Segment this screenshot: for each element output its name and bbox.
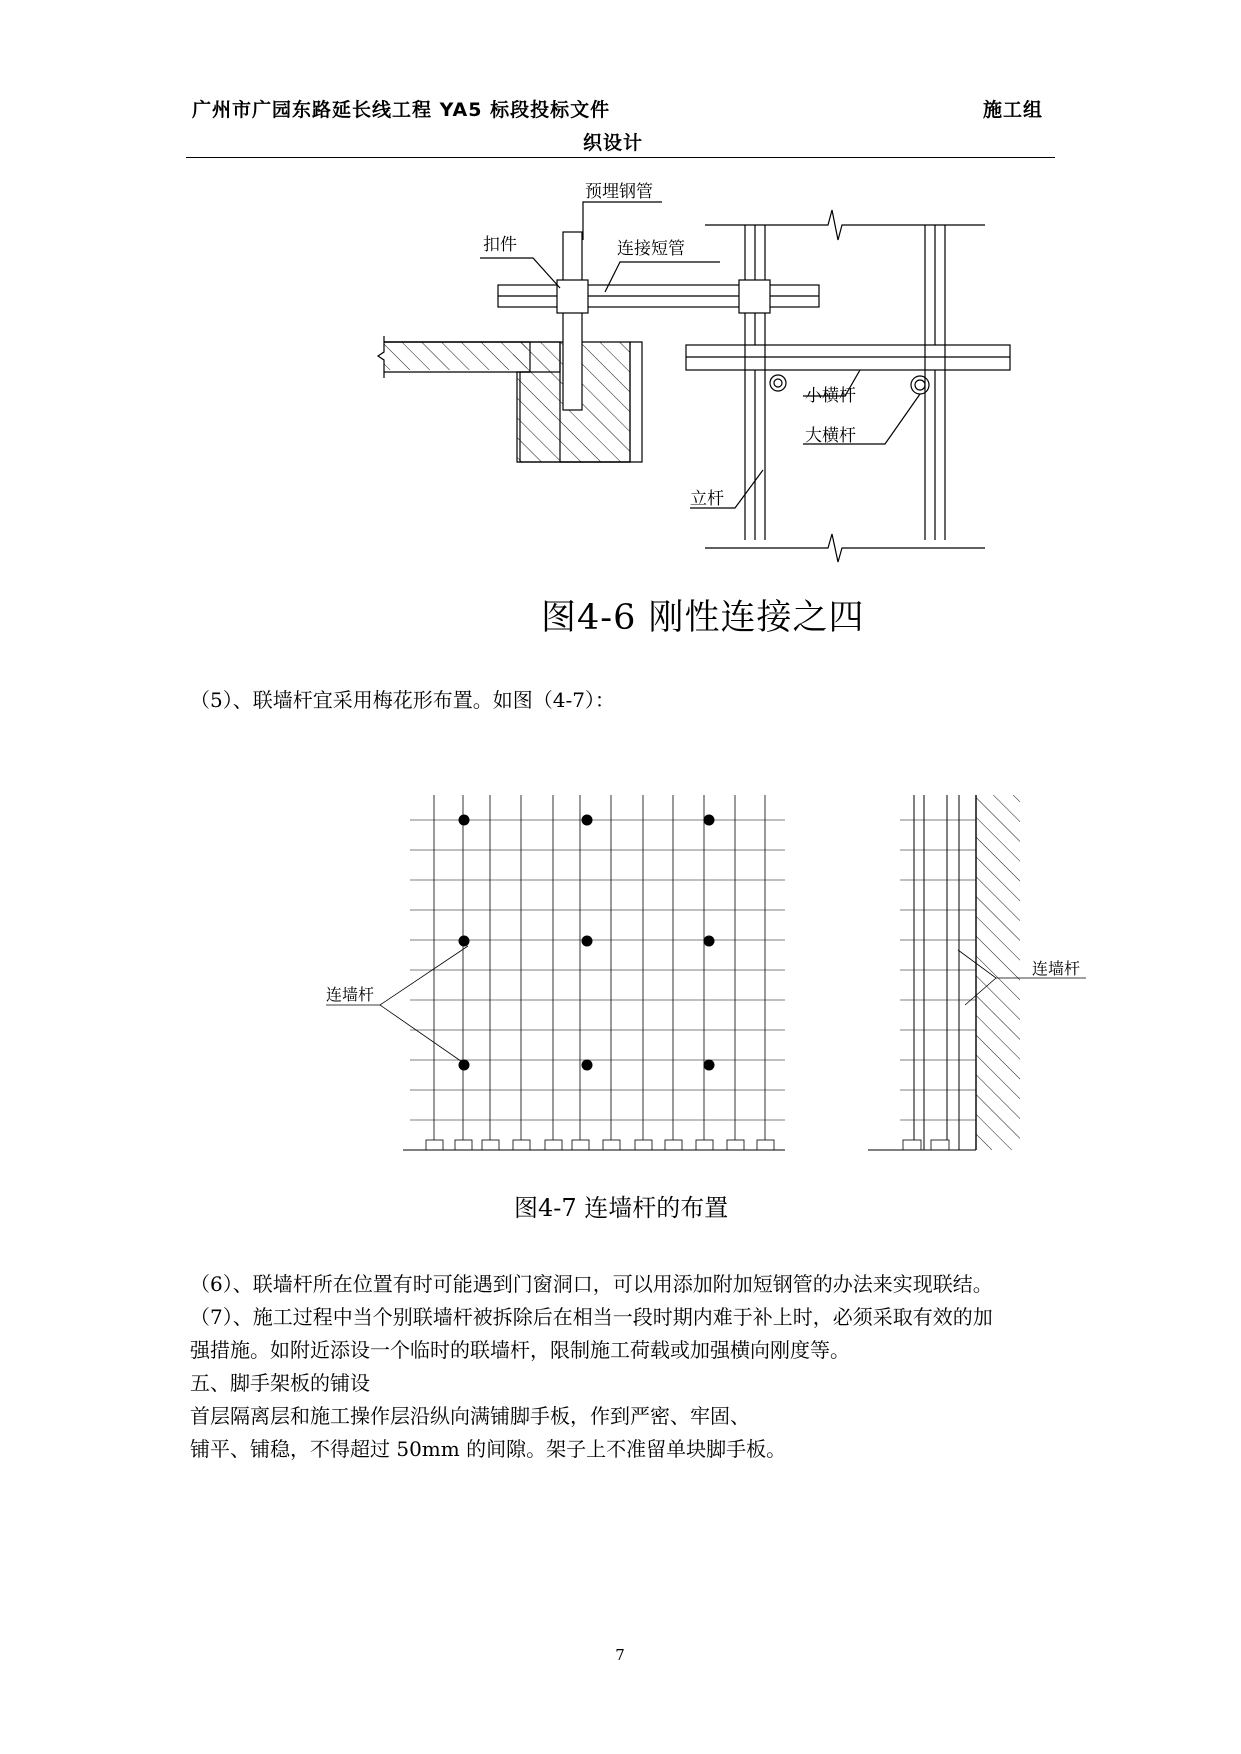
label-embedded-pipe: 预埋钢管 bbox=[585, 182, 653, 202]
wall-tie-dot bbox=[582, 1060, 593, 1071]
label-wall-tie-right: 连墙杆 bbox=[1032, 959, 1081, 978]
label-upright: 立杆 bbox=[690, 489, 724, 509]
large-crossbar-right bbox=[911, 376, 929, 394]
paragraph-scaffold-board-1: 首层隔离层和施工操作层沿纵向满铺脚手板，作到严密、牢固、 bbox=[190, 1404, 750, 1428]
figure-4-6-caption: 图4-6 刚性连接之四 bbox=[541, 598, 865, 638]
figure-4-7-caption: 图4-7 连墙杆的布置 bbox=[514, 1194, 729, 1222]
label-large-crossbar: 大横杆 bbox=[805, 426, 856, 446]
paragraph-5: （5）、联墙杆宜采用梅花形布置。如图（4-7）： bbox=[190, 688, 615, 712]
coupler-left bbox=[557, 280, 588, 313]
paragraph-6: （6）、联墙杆所在位置有时可能遇到门窗洞口，可以用添加附加短钢管的办法来实现联结。 bbox=[190, 1272, 993, 1296]
paragraph-scaffold-board-2: 铺平、铺稳，不得超过 50mm 的间隙。架子上不准留单块脚手板。 bbox=[190, 1437, 787, 1461]
paragraph-7: （7）、施工过程中当个别联墙杆被拆除后在相当一段时期内难于补上时，必须采取有效的加 bbox=[190, 1305, 993, 1329]
wall-tie-dot bbox=[459, 936, 470, 947]
paragraph-7-continued: 强措施。如附近添设一个临时的联墙杆，限制施工荷载或加强横向刚度等。 bbox=[190, 1338, 850, 1362]
label-wall-tie-left: 连墙杆 bbox=[326, 985, 375, 1004]
label-coupler: 扣件 bbox=[483, 235, 517, 255]
label-short-pipe: 连接短管 bbox=[617, 239, 685, 259]
wall-tie-dot bbox=[459, 815, 470, 826]
header-section-part1: 施工组 bbox=[983, 99, 1044, 121]
figure-4-7-elevation bbox=[403, 795, 785, 1150]
wall-tie-dot bbox=[704, 1060, 715, 1071]
coupler-right bbox=[739, 280, 770, 313]
wall-tie-dot bbox=[582, 815, 593, 826]
header-section-part2: 织设计 bbox=[583, 132, 644, 154]
document-title: 广州市广园东路延长线工程 YA5 标段投标文件 bbox=[192, 99, 611, 121]
wall-tie-dot bbox=[582, 936, 593, 947]
wall-tie-dot bbox=[704, 936, 715, 947]
figure-4-7-wall-ties bbox=[459, 815, 715, 1071]
label-small-crossbar: 小横杆 bbox=[805, 386, 856, 406]
embedded-pipe bbox=[563, 232, 582, 410]
wall-tie-dot bbox=[459, 1060, 470, 1071]
section-heading-5: 五、脚手架板的铺设 bbox=[190, 1371, 370, 1395]
page-number: 7 bbox=[615, 1646, 625, 1664]
figure-4-7-section bbox=[326, 795, 1086, 1150]
large-crossbar-left bbox=[770, 375, 786, 391]
wall-tie-dot bbox=[704, 815, 715, 826]
